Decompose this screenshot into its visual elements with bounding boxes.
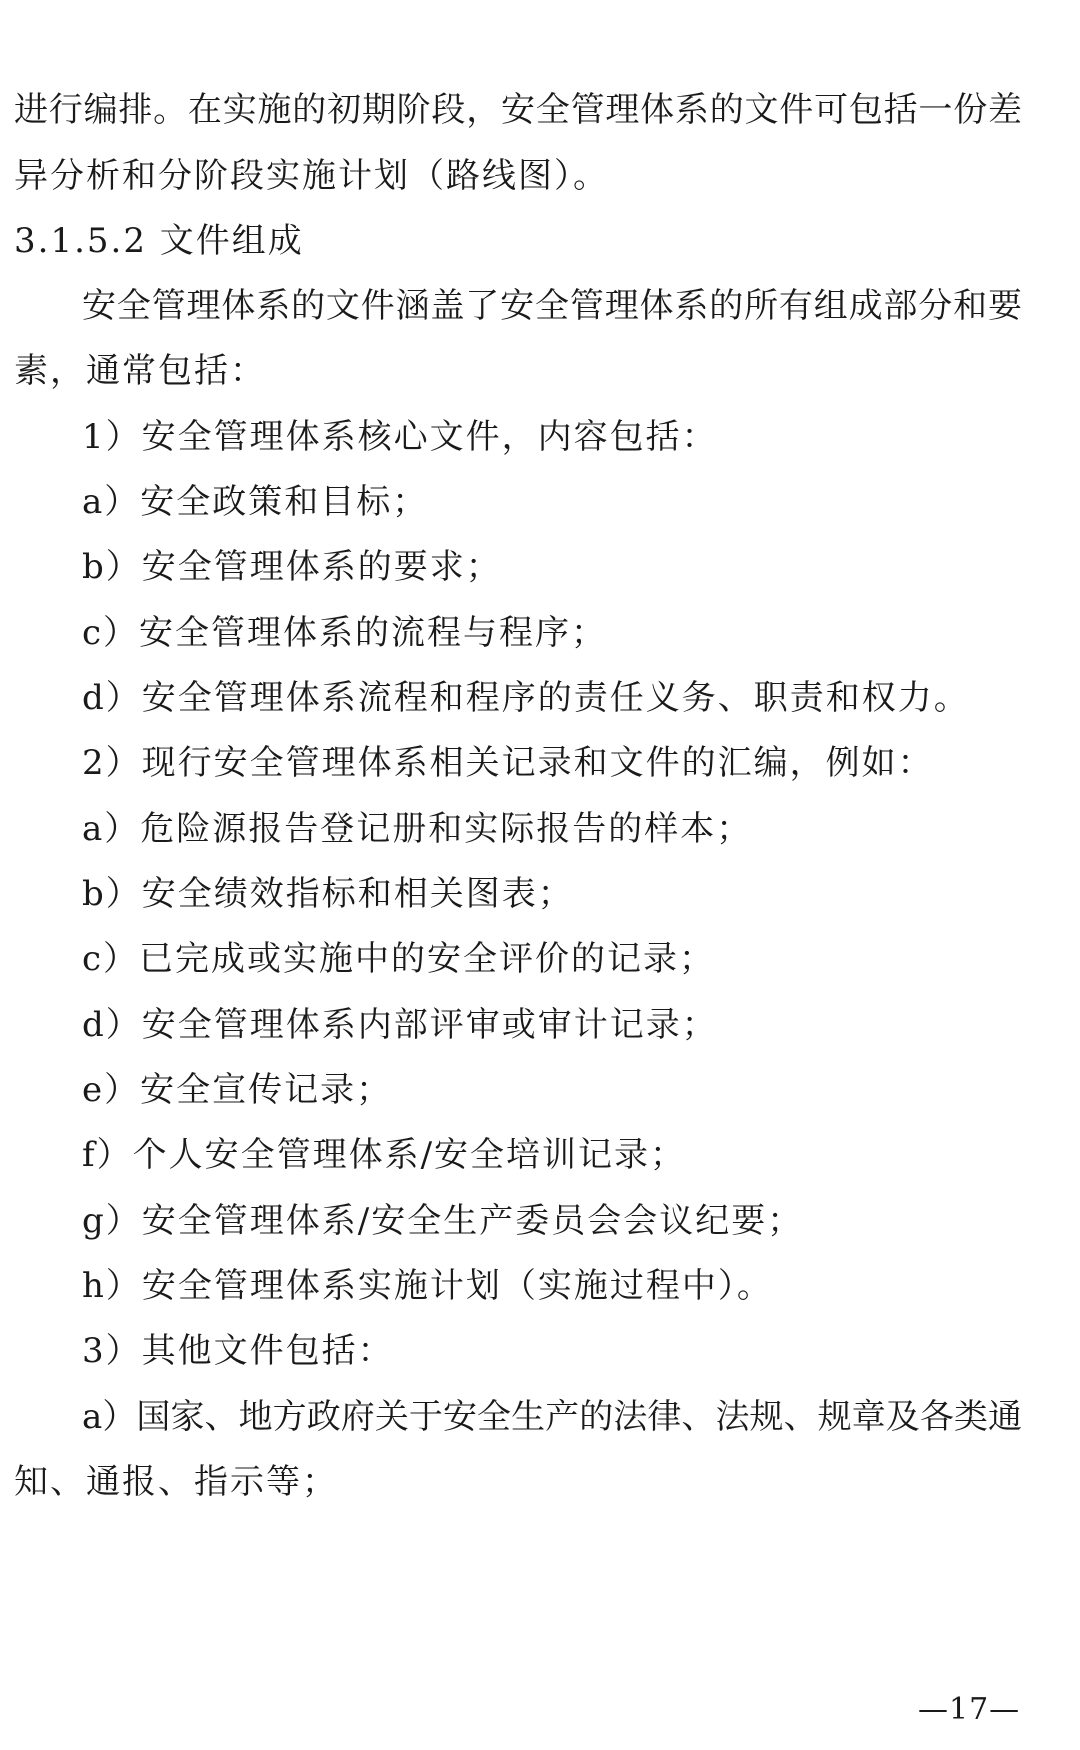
section-heading: 3.1.5.2 文件组成 <box>14 221 304 261</box>
paragraph-line: 素，通常包括： <box>14 351 266 391</box>
list-item: d）安全管理体系流程和程序的责任义务、职责和权力。 <box>82 678 970 718</box>
list-item: e）安全宣传记录； <box>82 1070 393 1110</box>
list-item: 2）现行安全管理体系相关记录和文件的汇编，例如： <box>82 743 934 783</box>
list-item-continuation: 知、通报、指示等； <box>14 1462 338 1502</box>
list-item: a）安全政策和目标； <box>82 482 429 522</box>
list-item: g）安全管理体系/安全生产委员会会议纪要； <box>82 1201 804 1241</box>
paragraph-line: 进行编排。在实施的初期阶段，安全管理体系的文件可包括一份差 <box>14 90 1022 130</box>
list-item: a）危险源报告登记册和实际报告的样本； <box>82 809 753 849</box>
list-item: 1）安全管理体系核心文件，内容包括： <box>82 417 718 457</box>
list-item: h）安全管理体系实施计划（实施过程中）。 <box>82 1266 773 1306</box>
list-item: c）已完成或实施中的安全评价的记录； <box>82 939 716 979</box>
list-item: 3）其他文件包括： <box>82 1331 394 1371</box>
paragraph-line: 异分析和分阶段实施计划（路线图）。 <box>14 156 609 196</box>
list-item: a）国家、地方政府关于安全生产的法律、法规、规章及各类通 <box>82 1397 1022 1437</box>
list-item: d）安全管理体系内部评审或审计记录； <box>82 1005 718 1045</box>
page-number: —17— <box>918 1692 1021 1727</box>
list-item: c）安全管理体系的流程与程序； <box>82 613 608 653</box>
list-item: f）个人安全管理体系/安全培训记录； <box>82 1135 687 1175</box>
list-item: b）安全管理体系的要求； <box>82 547 502 587</box>
list-item: b）安全绩效指标和相关图表； <box>82 874 574 914</box>
paragraph-line: 安全管理体系的文件涵盖了安全管理体系的所有组成部分和要 <box>82 286 1022 326</box>
